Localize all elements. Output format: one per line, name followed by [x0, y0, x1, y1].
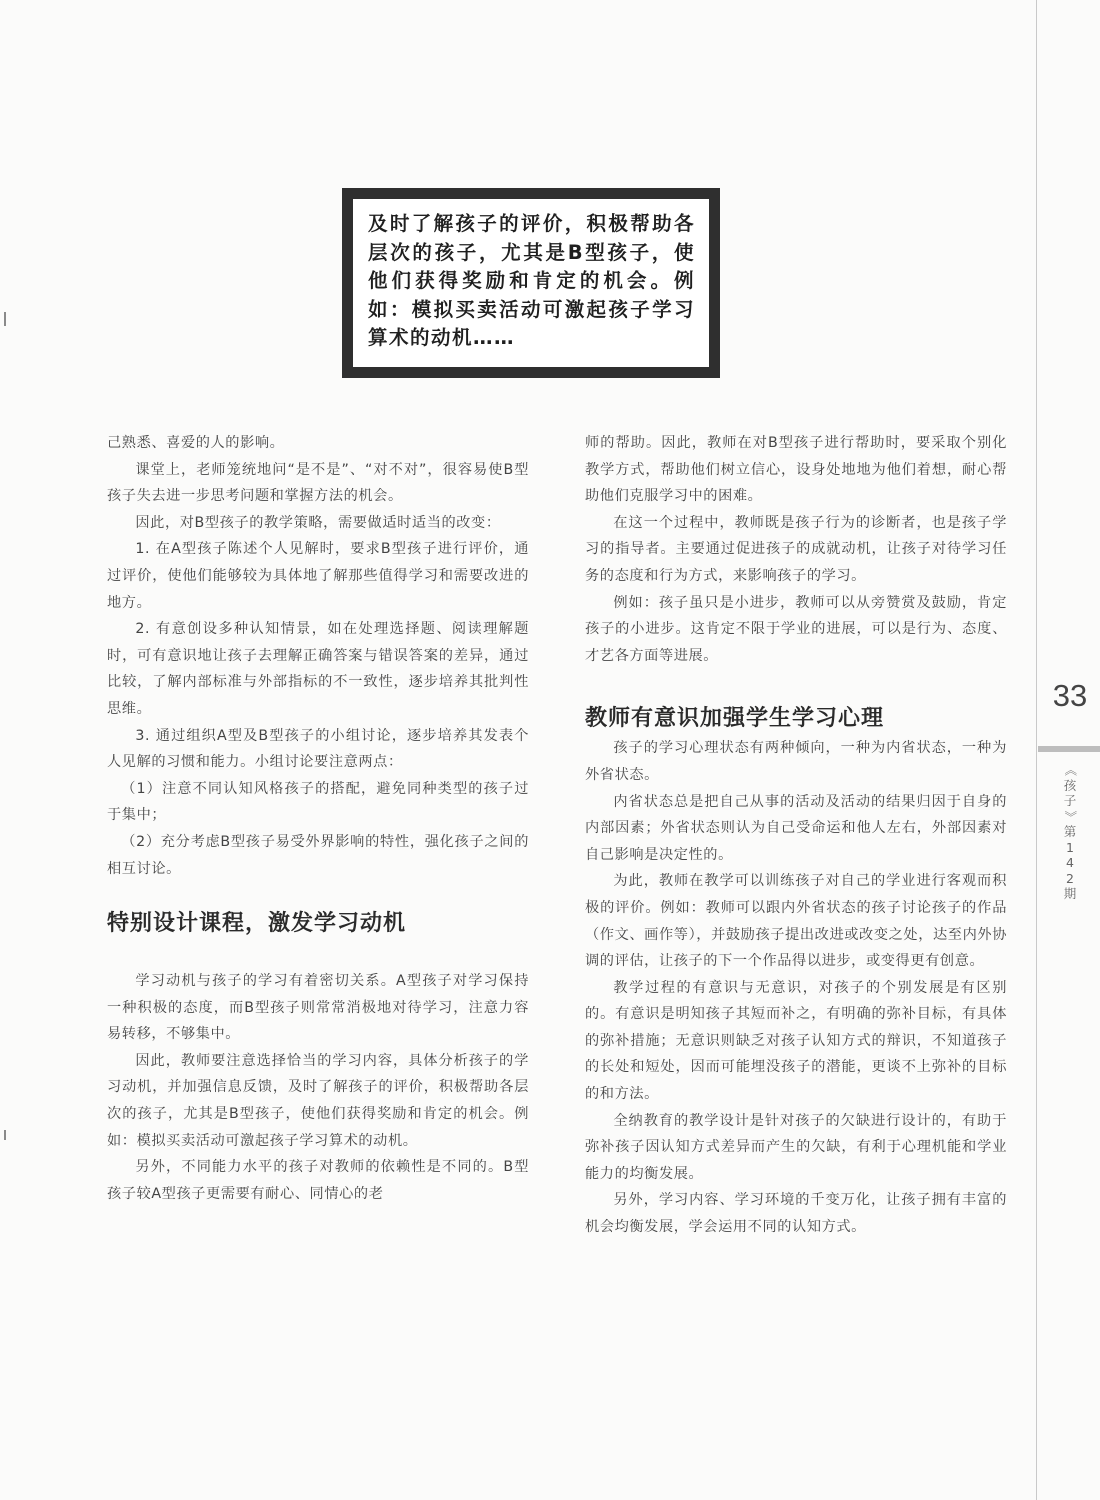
journal-char: 1	[1066, 839, 1074, 855]
journal-char: 子	[1063, 793, 1077, 808]
paragraph: 1. 在A型孩子陈述个人见解时，要求B型孩子进行评价，通过评价，使他们能够较为具体地了解那些值得学习和需要改进的地方。	[107, 541, 529, 611]
pull-quote-box	[342, 188, 720, 378]
paragraph: 全纳教育的教学设计是针对孩子的欠缺进行设计的，有助于弥补孩子因认知方式差异而产生的欠缺，有利于心理机能和学业能力的均衡发展。	[585, 1112, 1007, 1182]
paragraph: 内省状态总是把自己从事的活动及活动的结果归因于自身的内部因素；外省状态则认为自己受命运和他人左右，外部因素对自己影响是决定性的。	[585, 793, 1007, 863]
page-edge-line	[1036, 0, 1037, 1500]
right-column	[585, 430, 1007, 1241]
journal-char: 孩	[1063, 777, 1077, 793]
paragraph: 己熟悉、喜爱的人的影响。	[107, 435, 285, 451]
paragraph: 另外，学习内容、学习环境的千变万化，让孩子拥有丰富的机会均衡发展，学会运用不同的认知方式。	[585, 1192, 1007, 1236]
paragraph: 例如：孩子虽只是小进步，教师可以从旁赞赏及鼓励，肯定孩子的小进步。这肯定不限于学业的进展，可以是行为、态度、才艺各方面等进展。	[585, 594, 1007, 664]
page-number: 33	[1052, 678, 1088, 713]
pull-quote-text: 及时了解孩子的评价，积极帮助各层次的孩子，尤其是B型孩子，使他们获得奖励和肯定的机会。例如：模拟买卖活动可激起孩子学习算术的动机……	[368, 212, 695, 349]
journal-char: 4	[1066, 855, 1074, 870]
journal-char: 第	[1063, 824, 1077, 839]
scan-mark	[4, 1130, 6, 1140]
paragraph: （1）注意不同认知风格孩子的搭配，避免同种类型的孩子过于集中；	[107, 780, 529, 824]
journal-char: 2	[1066, 870, 1074, 886]
paragraph: 教学过程的有意识与无意识，对孩子的个别发展是有区别的。有意识是明知孩子其短而补之，有明确的弥补目标，有具体的弥补措施；无意识则缺乏对孩子认知方式的辩识，不知道孩子的长处和短处，因而可能埋没孩子的潜能，更谈不上弥补的目标的和方法。	[585, 979, 1007, 1103]
paragraph: 3. 通过组织A型及B型孩子的小组讨论，逐步培养其发表个人见解的习惯和能力。小组讨论要注意两点：	[107, 727, 529, 771]
section-heading: 特别设计课程，激发学习动机	[107, 911, 407, 937]
paragraph: 为此，教师在教学可以训练孩子对自己的学业进行客观而积极的评价。例如：教师可以跟内外省状态的孩子讨论孩子的作品（作文、画作等），并鼓励孩子提出改进或改变之处，达至内外协调的评估，让孩子的下一个作品得以进步，或变得更有创意。	[585, 873, 1007, 970]
scan-mark	[4, 312, 6, 326]
section-heading: 教师有意识加强学生学习心理	[585, 706, 885, 732]
paragraph: 2. 有意创设多种认知情景，如在处理选择题、阅读理解题时，可有意识地让孩子去理解正确答案与错误答案的差异，通过比较，了解内部标准与外部指标的不一致性，逐步培养其批判性思维。	[107, 621, 529, 717]
page-number-bar	[1038, 746, 1100, 752]
paragraph: 课堂上，老师笼统地问“是不是”、“对不对”，很容易使B型孩子失去进一步思考问题和掌握方法的机会。	[107, 461, 529, 505]
journal-char: 》	[1062, 809, 1078, 823]
paragraph: （2）充分考虑B型孩子易受外界影响的特性，强化孩子之间的相互讨论。	[107, 833, 529, 877]
journal-char: 《	[1062, 763, 1078, 776]
journal-char: 期	[1063, 886, 1077, 901]
paragraph: 学习动机与孩子的学习有着密切关系。A型孩子对学习保持一种积极的态度，而B型孩子则常常消极地对待学习，注意力容易转移，不够集中。	[107, 973, 529, 1043]
paragraph: 在这一个过程中，教师既是孩子行为的诊断者，也是孩子学习的指导者。主要通过促进孩子的成就动机，让孩子对待学习任务的态度和行为方式，来影响孩子的学习。	[585, 514, 1007, 584]
paragraph: 师的帮助。因此，教师在对B型孩子进行帮助时，要采取个别化教学方式，帮助他们树立信心，设身处地地为他们着想，耐心帮助他们克服学习中的困难。	[585, 435, 1007, 505]
left-column	[107, 430, 529, 1207]
paragraph: 因此，教师要注意选择恰当的学习内容，具体分析孩子的学习动机，并加强信息反馈，及时了解孩子的评价，积极帮助各层次的孩子，尤其是B型孩子，使他们获得奖励和肯定的机会。例如：模拟买卖活动可激起孩子学习算术的动机。	[107, 1052, 529, 1149]
paragraph: 因此，对B型孩子的教学策略，需要做适时适当的改变：	[135, 514, 501, 531]
paragraph: 另外，不同能力水平的孩子对教师的依赖性是不同的。B型孩子较A型孩子更需要有耐心、同情心的老	[107, 1159, 529, 1202]
paragraph: 孩子的学习心理状态有两种倾向，一种为内省状态，一种为外省状态。	[585, 740, 1007, 783]
journal-issue-label	[1060, 762, 1080, 902]
